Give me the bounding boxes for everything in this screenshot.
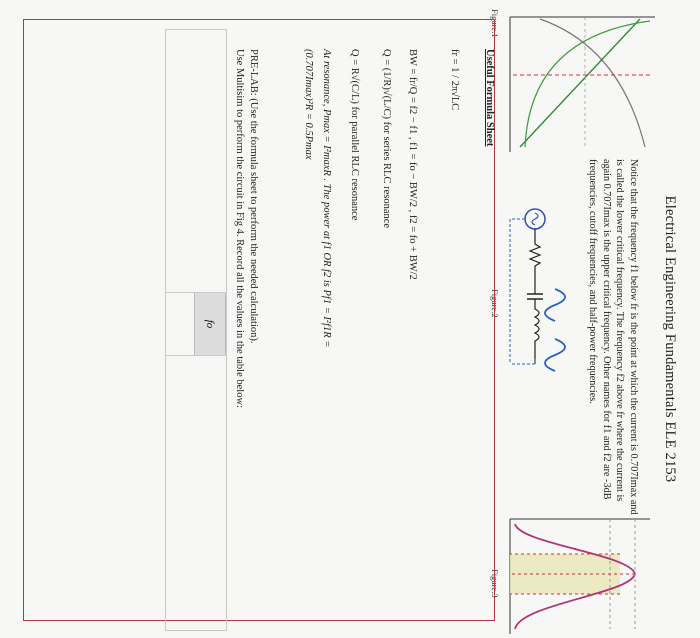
document-title: Electrical Engineering Fundamentals ELE 2153 [662,195,678,483]
table-cell [166,355,226,356]
figure-2-caption: Figure.2 [490,289,500,318]
formula-power-line1: At resonance, Pmax = I²maxR . The power at f1 OR f2 is Pf1 = I²f1R = [321,49,332,348]
figure-1-reactance-plot [500,7,660,157]
formula-resonant-frequency: fr = 1 / 2π√LC [449,49,460,111]
results-table [165,29,227,631]
table-cell [166,292,226,293]
formula-bandwidth: BW = fr/Q = f2 − f1 , f1 = fo − BW/2 , f2 = fo + BW/2 [407,49,418,280]
figure-2-rlc-circuit [500,189,590,409]
prelab-line-2: Use Multisim to perform the circuit in Fig 4. Record all the values in the table below: [234,49,245,408]
figure-3-resonance-curve [500,509,660,638]
formula-q-parallel: Q = R√(C/L) for parallel RLC resonance [349,49,360,221]
prelab-instructions [232,49,260,569]
formula-power-line2: (0.707Imax)²R = 0.5Pmax [303,49,314,160]
prelab-line-1: PRE-LAB: (Use the formula sheet to perform the needed calculation). [248,49,259,344]
figure-1-caption: Figure.1 [490,9,500,38]
figure-3-caption: Figure.3 [490,569,500,598]
intro-paragraph: Notice that the frequency f1 below fr is the point at which the current is 0.707Imax and is called the lower critical frequency. The frequency f2 above fr where the current is again 0.707Imax is the upper critical frequency. Other names for f1 and f2 are -3dB frequencies, cutoff frequencies, and half-power frequencies. [587,159,639,515]
table-header-fo: fo [194,292,226,356]
formula-q-series: Q = (1/R)√(L/C) for series RLC resonance [381,49,392,229]
formula-sheet-heading: Useful Formula Sheet [484,49,495,147]
